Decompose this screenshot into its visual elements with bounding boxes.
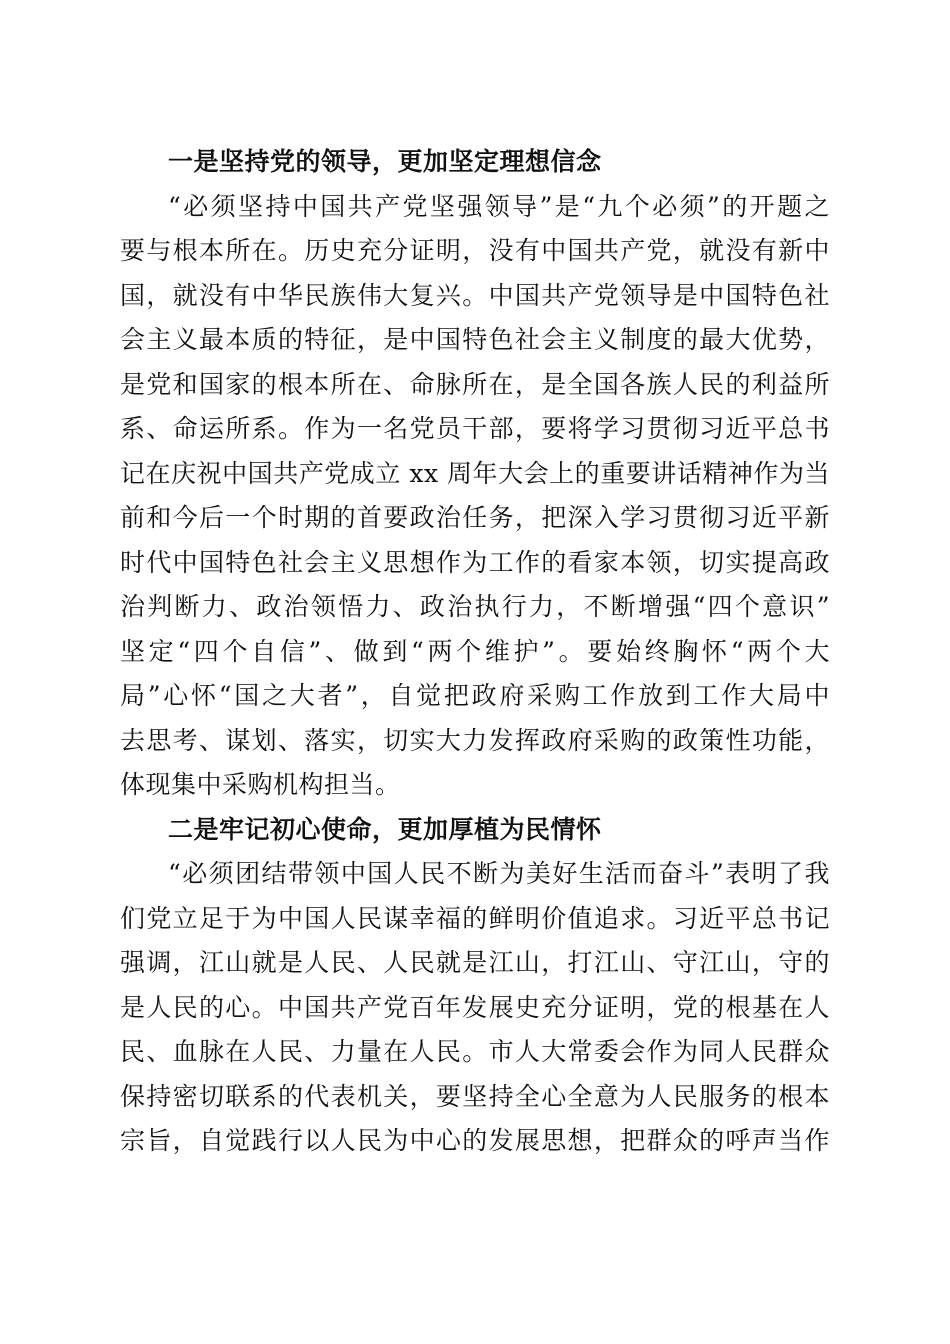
paragraph-1-line: 会主义最本质的特征，是中国特色社会主义制度的最大优势， <box>120 325 830 354</box>
paragraph-1-line: 去思考、谋划、落实，切实大力发挥政府采购的政策性功能， <box>120 725 830 755</box>
document-body <box>120 140 830 1164</box>
paragraph-1-line: “必须坚持中国共产党坚强领导”是“九个必须”的开题之 <box>168 191 830 221</box>
paragraph-1-line: 要与根本所在。历史充分证明，没有中国共产党，就没有新中 <box>120 236 830 265</box>
paragraph-2-line: 宗旨，自觉践行以人民为中心的发展思想，把群众的呼声当作 <box>120 1126 830 1155</box>
paragraph-1-line: 系、命运所系。作为一名党员干部，要将学习贯彻习近平总书 <box>120 414 830 443</box>
paragraph-1-line: 体现集中采购机构担当。 <box>120 770 401 799</box>
paragraph-2-line: 强调，江山就是人民、人民就是江山，打江山、守江山，守的 <box>120 948 830 977</box>
section-heading-2: 二是牢记初心使命，更加厚植为民情怀 <box>168 814 602 844</box>
paragraph-2-line: “必须团结带领中国人民不断为美好生活而奋斗”表明了我 <box>168 859 830 888</box>
paragraph-1-line: 时代中国特色社会主义思想作为工作的看家本领，切实提高政 <box>120 547 830 577</box>
paragraph-1-line: 局”心怀“国之大者”，自觉把政府采购工作放到工作大局中 <box>120 681 830 710</box>
paragraph-2-line: 民、血脉在人民、力量在人民。市人大常委会作为同人民群众 <box>120 1037 830 1066</box>
paragraph-2-line: 保持密切联系的代表机关，要坚持全心全意为人民服务的根本 <box>120 1081 830 1111</box>
paragraph-1-line: 国，就没有中华民族伟大复兴。中国共产党领导是中国特色社 <box>120 280 830 310</box>
paragraph-1-line: 前和今后一个时期的首要政治任务，把深入学习贯彻习近平新 <box>120 503 830 532</box>
paragraph-2-line: 是人民的心。中国共产党百年发展史充分证明，党的根基在人 <box>120 992 830 1022</box>
paragraph-2-line: 们党立足于为中国人民谋幸福的鲜明价值追求。习近平总书记 <box>120 903 830 933</box>
paragraph-1-line: 是党和国家的根本所在、命脉所在，是全国各族人民的利益所 <box>120 369 830 399</box>
paragraph-1-line: 坚定“四个自信”、做到“两个维护”。要始终胸怀“两个大 <box>120 636 830 666</box>
paragraph-1-line: 记在庆祝中国共产党成立 xx 周年大会上的重要讲话精神作为当 <box>120 458 830 488</box>
section-heading-1: 一是坚持党的领导，更加坚定理想信念 <box>168 147 602 176</box>
paragraph-1-line: 治判断力、政治领悟力、政治执行力，不断增强“四个意识” <box>120 592 830 621</box>
